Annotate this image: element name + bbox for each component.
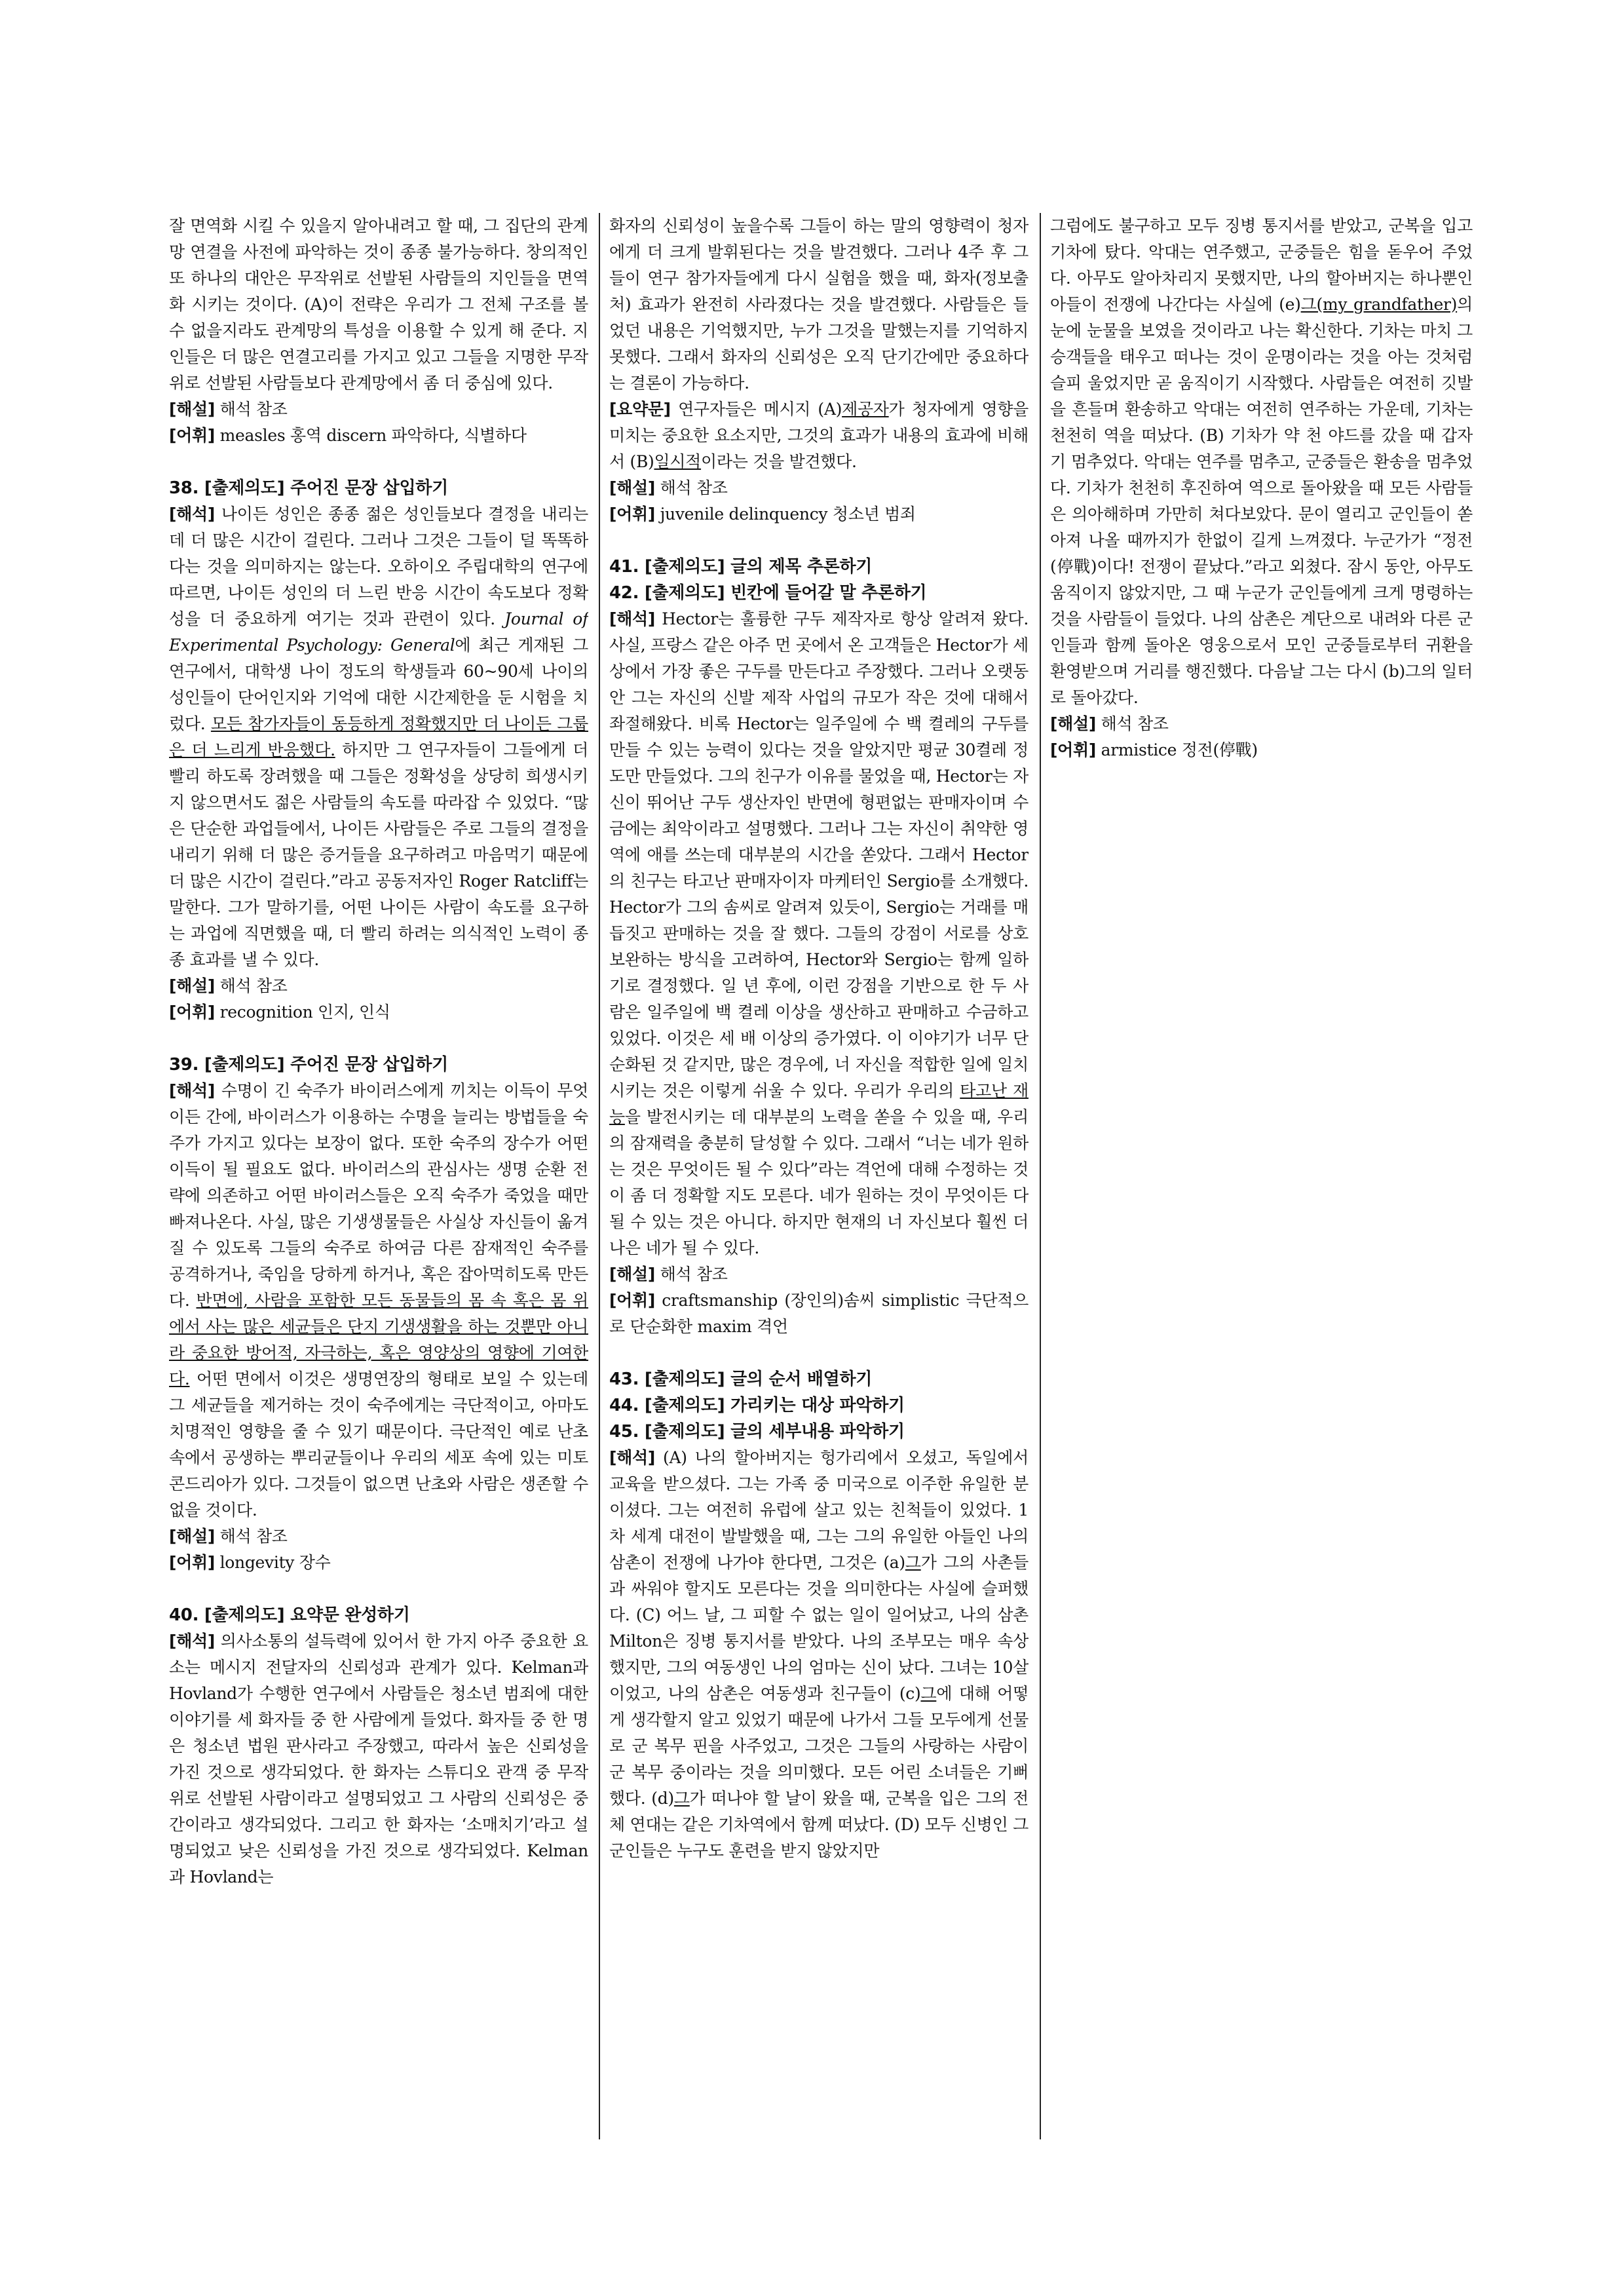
vocabulary-tag: [어휘]: [169, 1553, 215, 1572]
text-column-3: [1050, 213, 1473, 2152]
vocabulary-42: [어휘] craftsmanship (장인의)솜씨 simplistic 극단적으로 단순화한 maxim 격언: [609, 1291, 1029, 1336]
vocabulary-tag: [어휘]: [609, 505, 655, 524]
underlined-pronoun-a: 그: [905, 1553, 921, 1572]
vocabulary-tag: [어휘]: [169, 426, 215, 445]
underlined-pronoun-c: 그: [920, 1684, 937, 1703]
spacer: [169, 449, 588, 475]
explanation-tag: [해설]: [169, 976, 215, 995]
column-divider-1: [599, 213, 600, 2139]
spacer: [609, 1340, 1029, 1366]
translation-tag: [해석]: [169, 1081, 215, 1100]
vocabulary-tag: [어휘]: [1050, 740, 1096, 759]
translation-41-42: [해석] Hector는 훌륭한 구두 제작자로 항상 알려져 왔다. 사실, 프랑스 같은 아주 먼 곳에서 온 고객들은 Hector가 세상에서 가장 좋은 구두를 만든다고 주장했다. 그러나 오랫동안 그는 자신의 신발 제작 사업의 규모가 작은 것에 대해서 좌절해왔다. 비록 Hector는 일주일에 수 백 켤레의 구두를 만들 수 있는 능력이 있다는 것을 알았지만 평균 30켤레 정도만 만들었다. 그의 친구가 이유를 물었을 때, Hector는 자신이 뛰어난 구두 생산자인 반면에 형편없는 판매자이며 수금에는 최악이라고 설명했다. 그러나 그는 자신이 취약한 영역에 애를 쓰는데 대부분의 시간을 쏟았다. 그래서 Hector의 친구는 타고난 판매자이자 마케터인 Sergio를 소개했다. Hector가 그의 솜씨로 알려져 있듯이, Sergio는 거래를 매듭짓고 판매하는 것을 잘 했다. 그들의 강점이 서로를 상호 보완하는 방식을 고려하여, Hector와 Sergio는 함께 일하기로 결정했다. 일 년 후에, 이런 강점을 기반으로 한 두 사람은 일주일에 백 켤레 이상을 생산하고 판매하고 수금하고 있었다. 이것은 세 배 이상의 증가였다. 이 이야기가 너무 단순화된 것 같지만, 많은 경우에, 너 자신을 적합한 일에 일치시키는 것은 이렇게 쉬울 수 있다. 우리가 우리의 타고난 재능을 발전시키는 데 대부분의 노력을 쏟을 수 있을 때, 우리의 잠재력을 충분히 달성할 수 있다. 그래서 “너는 네가 원하는 것은 무엇이든 될 수 있다”라는 격언에 대해 수정하는 것이 좀 더 정확할 지도 모른다. 네가 원하는 것이 무엇이든 다 될 수 있는 것은 아니다. 하지만 현재의 너 자신보다 훨씬 더 나은 네가 될 수 있다.: [609, 609, 1029, 1257]
underlined-sentence: 모든 참가자들이 동등하게 정확했지만 더 나이든 그룹은 더 느리게 반응했다.: [169, 714, 588, 759]
vocabulary-37: [어휘] measles 홍역 discern 파악하다, 식별하다: [169, 426, 527, 445]
translation-tag: [해석]: [169, 505, 215, 524]
question-45-title: 45. [출제의도] 글의 세부내용 파악하기: [609, 1422, 905, 1442]
summary-tag: [요약문]: [609, 400, 671, 419]
question-43-title: 43. [출제의도] 글의 순서 배열하기: [609, 1369, 873, 1389]
underlined-phrase: 타고난 재능: [609, 1081, 1029, 1126]
translation-38: [해석] 나이든 성인은 종종 젊은 성인들보다 결정을 내리는 데 더 많은 시간이 걸린다. 그러나 그것은 그들이 덜 똑똑하다는 것을 의미하지는 않는다. 오하이오 주립대학의 연구에 따르면, 나이든 성인의 더 느린 반응 시간이 속도보다 정확성을 더 중요하게 여기는 것과 관련이 있다. Journal of Experimental Psychology: General에 최근 게재된 그 연구에서, 대학생 나이 정도의 학생들과 60~90세 나이의 성인들이 단어인지와 기억에 대한 시간제한을 둔 시험을 치렀다. 모든 참가자들이 동등하게 정확했지만 더 나이든 그룹은 더 느리게 반응했다. 하지만 그 연구자들이 그들에게 더 빨리 하도록 장려했을 때 그들은 정확성을 상당히 희생시키지 않으면서도 젊은 사람들의 속도를 따라잡 수 있었다. “많은 단순한 과업들에서, 나이든 사람들은 주로 그들의 결정을 내리기 위해 더 많은 증거들을 요구하려고 마음먹기 때문에 더 많은 시간이 걸린다.”라고 공동저자인 Roger Ratcliff는 말한다. 그가 말하기를, 어떤 나이든 사람이 속도를 요구하는 과업에 직면했을 때, 더 빨리 하려는 의식적인 노력이 종종 효과를 낼 수 있다.: [169, 505, 588, 969]
question-40-title: 40. [출제의도] 요약문 완성하기: [169, 1605, 410, 1625]
vocabulary-45: [어휘] armistice 정전(停戰): [1050, 740, 1258, 759]
question-41-title: 41. [출제의도] 글의 제목 추론하기: [609, 557, 873, 577]
spacer: [169, 1576, 588, 1602]
explanation-40: [해설] 해석 참조: [609, 478, 728, 497]
vocabulary-tag: [어휘]: [609, 1291, 655, 1310]
underlined-sentence: 반면에, 사람을 포함한 모든 동물들의 몸 속 혹은 몸 위에서 사는 많은 세균들은 단지 기생생활을 하는 것뿐만 아니라 중요한 방어적, 자극하는, 혹은 영양상의 영향에 기여한다.: [169, 1291, 588, 1388]
answer-a: 제공자: [842, 400, 889, 419]
vocabulary-40: [어휘] juvenile delinquency 청소년 범죄: [609, 505, 916, 524]
translation-40-continuation: 화자의 신뢰성이 높을수록 그들이 하는 말의 영향력이 청자에게 더 크게 발휘된다는 것을 발견했다. 그러나 4주 후 그들이 연구 참가자들에게 다시 실험을 했을 때, 화자(정보출처) 효과가 완전히 사라졌다는 것을 발견했다. 사람들은 들었던 내용은 기억했지만, 누가 그것을 말했는지를 기억하지 못했다. 그래서 화자의 신뢰성은 오직 단기간에만 중요하다는 결론이 가능하다.: [609, 216, 1029, 392]
explanation-tag: [해설]: [609, 1265, 655, 1284]
spacer: [169, 1025, 588, 1052]
explanation-tag: [해설]: [1050, 714, 1096, 733]
translation-tag: [해석]: [169, 1632, 215, 1651]
journal-name: Journal of Experimental Psychology: General: [169, 609, 588, 655]
explanation-37: [해설] 해석 참조: [169, 400, 288, 419]
underlined-pronoun-e: 그(my grandfather): [1300, 295, 1458, 314]
text-column-1: [169, 213, 588, 2152]
spacer: [609, 527, 1029, 554]
text-column-2: [609, 213, 1029, 2152]
explanation-tag: [해설]: [169, 1527, 215, 1546]
passage-37-continuation: 잘 면역화 시킬 수 있을지 알아내려고 할 때, 그 집단의 관계망 연결을 사전에 파악하는 것이 종종 불가능하다. 창의적인 또 하나의 대안은 무작위로 선발된 사람들의 지인들을 면역화 시키는 것이다. (A)이 전략은 우리가 그 전체 구조를 볼 수 없을지라도 관계망의 특성을 이용할 수 있게 해 준다. 지인들은 더 많은 연결고리를 가지고 있고 그들을 지명한 무작위로 선발된 사람들보다 관계망에서 좀 더 중심에 있다.: [169, 216, 588, 392]
explanation-45: [해설] 해석 참조: [1050, 714, 1169, 733]
explanation-tag: [해설]: [609, 478, 655, 497]
column-divider-2: [1040, 213, 1041, 2139]
translation-tag: [해석]: [609, 609, 655, 628]
explanation-39: [해설] 해석 참조: [169, 1527, 288, 1546]
question-39-title: 39. [출제의도] 주어진 문장 삽입하기: [169, 1055, 448, 1075]
underlined-pronoun-d: 그: [673, 1789, 690, 1808]
summary-40: [요약문] 연구자들은 메시지 (A)제공자가 청자에게 영향을 미치는 중요한 요소지만, 그것의 효과가 내용의 효과에 비해서 (B)일시적이라는 것을 발견했다.: [609, 400, 1029, 471]
answer-b: 일시적: [654, 452, 702, 471]
question-44-title: 44. [출제의도] 가리키는 대상 파악하기: [609, 1396, 905, 1415]
translation-45-continuation: 그럼에도 불구하고 모두 징병 통지서를 받았고, 군복을 입고 기차에 탔다. 악대는 연주했고, 군중들은 힘을 돋우어 주었다. 아무도 알아차리지 못했지만, 나의 할아버지는 하나뿐인 아들이 전쟁에 나간다는 사실에 (e)그(my grandfather)의 눈에 눈물을 보였을 것이라고 나는 확신한다. 기차는 마치 그 승객들을 태우고 떠나는 것이 운명이라는 것을 아는 것처럼 슬피 울었지만 곧 움직이기 시작했다. 사람들은 여전히 깃발을 흔들며 환송하고 악대는 여전히 연주하는 가운데, 기차는 천천히 역을 떠났다. (B) 기차가 약 천 야드를 갔을 때 갑자기 멈추었다. 악대는 연주를 멈추고, 군중들은 환송을 멈추었다. 기차가 천천히 후진하여 역으로 돌아왔을 때 모든 사람들은 의아해하며 가만히 쳐다보았다. 문이 열리고 군인들이 쏟아져 나올 때까지가 한없이 길게 느껴졌다. 누군가가 “정전(停戰)이다! 전쟁이 끝났다.”라고 외쳤다. 잠시 동안, 아무도 움직이지 않았지만, 그 때 누군가 군인들에게 크게 명령하는 것을 사람들이 들었다. 나의 삼촌은 계단으로 내려와 다른 군인들과 함께 돌아온 영웅으로서 모인 군중들로부터 귀환을 환영받으며 거리를 행진했다. 다음날 그는 다시 (b)그의 일터로 돌아갔다.: [1050, 216, 1473, 707]
vocabulary-tag: [어휘]: [169, 1003, 215, 1022]
translation-tag: [해석]: [609, 1448, 655, 1467]
vocabulary-38: [어휘] recognition 인지, 인식: [169, 1003, 390, 1022]
explanation-42: [해설] 해석 참조: [609, 1265, 728, 1284]
question-38-title: 38. [출제의도] 주어진 문장 삽입하기: [169, 478, 448, 498]
question-42-title: 42. [출제의도] 빈칸에 들어갈 말 추론하기: [609, 583, 927, 603]
translation-43-45: [해석] (A) 나의 할아버지는 헝가리에서 오셨고, 독일에서 교육을 받으셨다. 그는 가족 중 미국으로 이주한 유일한 분이셨다. 그는 여전히 유럽에 살고 있는 친척들이 있었다. 1차 세계 대전이 발발했을 때, 그는 그의 유일한 아들인 나의 삼촌이 전쟁에 나가야 한다면, 그것은 (a)그가 그의 사촌들과 싸워야 할지도 모른다는 것을 의미한다는 사실에 슬퍼했다. (C) 어느 날, 그 피할 수 없는 일이 일어났고, 나의 삼촌 Milton은 징병 통지서를 받았다. 나의 조부모는 매우 속상했지만, 그의 여동생인 나의 엄마는 신이 났다. 그녀는 10살 이었고, 나의 삼촌은 여동생과 친구들이 (c)그에 대해 어떻게 생각할지 알고 있었기 때문에 나가서 그들 모두에게 선물로 군 복무 핀을 사주었고, 그것은 그들의 사랑하는 사람이 군 복무 중이라는 것을 의미했다. 모든 어린 소녀들은 기뻐했다. (d)그가 떠나야 할 날이 왔을 때, 군복을 입은 그의 전체 연대는 같은 기차역에서 함께 떠났다. (D) 모두 신병인 그 군인들은 누구도 훈련을 받지 않았지만: [609, 1448, 1029, 1860]
explanation-38: [해설] 해석 참조: [169, 976, 288, 995]
translation-40: [해석] 의사소통의 설득력에 있어서 한 가지 아주 중요한 요소는 메시지 전달자의 신뢰성과 관계가 있다. Kelman과 Hovland가 수행한 연구에서 사람들은 청소년 범죄에 대한 이야기를 세 화자들 중 한 사람에게 들었다. 화자들 중 한 명은 청소년 법원 판사라고 주장했고, 따라서 높은 신뢰성을 가진 것으로 생각되었다. 한 화자는 스튜디오 관객 중 무작위로 선발된 사람이라고 설명되었고 그 사람의 신뢰성은 중간이라고 생각되었다. 그리고 한 화자는 ‘소매치기’라고 설명되었고 낮은 신뢰성을 가진 것으로 생각되었다. Kelman과 Hovland는: [169, 1632, 588, 1886]
explanation-tag: [해설]: [169, 400, 215, 419]
translation-39: [해석] 수명이 긴 숙주가 바이러스에게 끼치는 이득이 무엇이든 간에, 바이러스가 이용하는 수명을 늘리는 방법들을 숙주가 가지고 있다는 보장이 없다. 또한 숙주의 장수가 어떤 이득이 될 필요도 없다. 바이러스의 관심사는 생명 순환 전략에 의존하고 어떤 바이러스들은 오직 숙주가 죽었을 때만 빠져나온다. 사실, 많은 기생생물들은 사실상 자신들이 옮겨질 수 있도록 그들의 숙주로 하여금 다른 잠재적인 숙주를 공격하거나, 죽임을 당하게 하거나, 혹은 잡아먹히도록 만든다. 반면에, 사람을 포함한 모든 동물들의 몸 속 혹은 몸 위에서 사는 많은 세균들은 단지 기생생활을 하는 것뿐만 아니라 중요한 방어적, 자극하는, 혹은 영양상의 영향에 기여한다. 어떤 면에서 이것은 생명연장의 형태로 보일 수 있는데 그 세균들을 제거하는 것이 숙주에게는 극단적이고, 아마도 치명적인 영향을 줄 수 있기 때문이다. 극단적인 예로 난초 속에서 공생하는 뿌리균들이나 우리의 세포 속에 있는 미토콘드리아가 있다. 그것들이 없으면 난초와 사람은 생존할 수 없을 것이다.: [169, 1081, 588, 1520]
vocabulary-39: [어휘] longevity 장수: [169, 1553, 331, 1572]
